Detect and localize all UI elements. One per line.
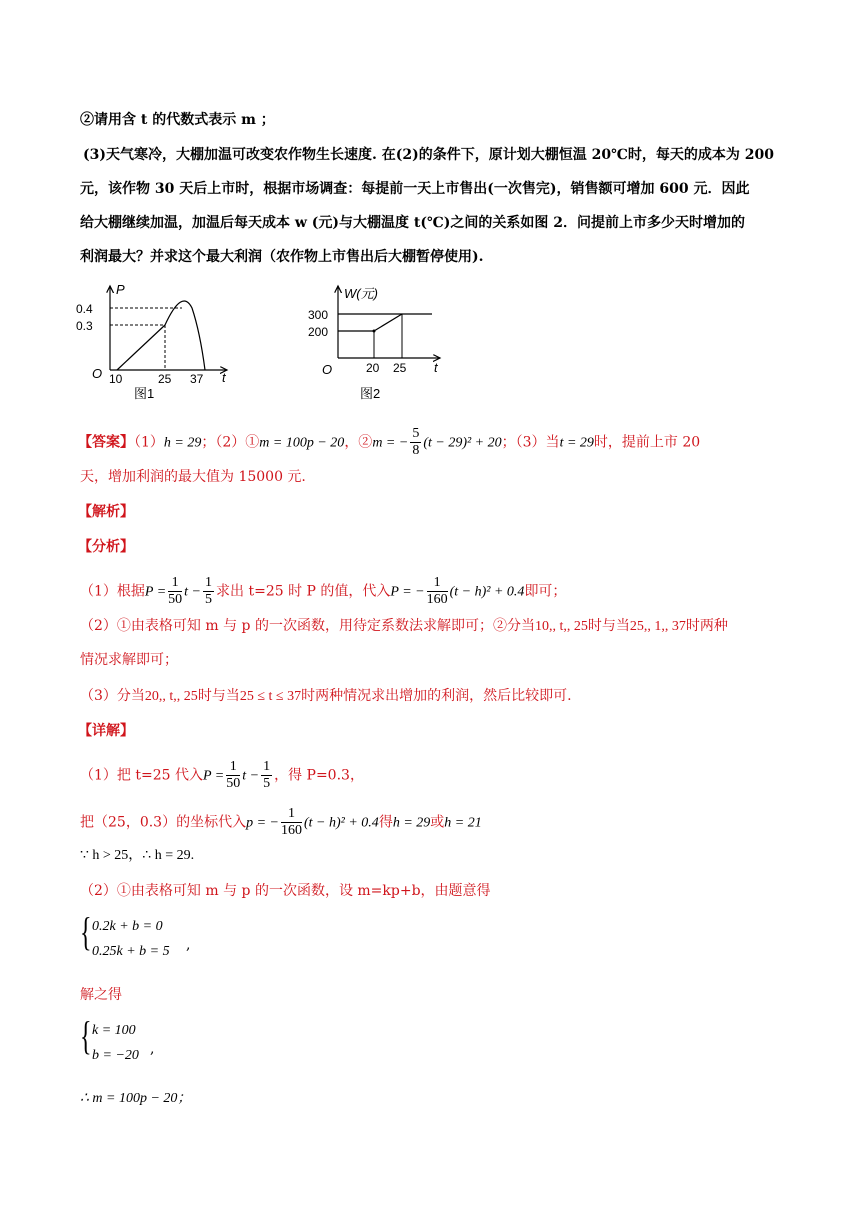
fig2-ylabel: W(元) <box>344 286 378 301</box>
question-3-line-4: 利润最大？并求这个最大利润（农作物上市售出后大棚暂停使用). <box>80 249 484 265</box>
fig2-ytick: 300 <box>308 308 329 322</box>
solve-label: 解之得 <box>80 987 122 1003</box>
fig1-xtick: 25 <box>158 372 172 386</box>
equation: b = −20 <box>92 1048 139 1063</box>
answer-line-2: 天，增加利润的最大值为 15000 元. <box>80 469 306 485</box>
equation: 0.2k + b = 0 <box>92 919 163 934</box>
answer-text: ；（3）当 <box>501 434 560 451</box>
fig2-xtick: 20 <box>366 361 380 375</box>
fraction: $\frac{5}{8}$ <box>412 426 420 458</box>
comma: , <box>150 1041 155 1057</box>
equation: 0.25k + b = 5 <box>92 944 170 959</box>
detail-4: （2）①由表格可知 m 与 p 的一次函数，设 m=kp+b，由题意得 <box>80 883 491 899</box>
fig1-xlabel: t <box>222 370 226 385</box>
answer-math: m = 100p − 20 <box>259 435 345 451</box>
question-3-line-2: 元，该作物 30 天后上市时，根据市场调查：每提前一天上市售出(一次售完)，销售额可增加 600 元．因此 <box>80 181 750 197</box>
fig1-xtick: 37 <box>190 372 204 386</box>
answer-math: (t − 29)² + 20 <box>423 435 502 451</box>
fig1-origin: O <box>92 366 103 381</box>
question-part-2: ②请用含 t 的代数式表示 m ； <box>80 112 275 128</box>
answer-text: ，② <box>344 434 373 451</box>
answer-math: h = 29 <box>163 435 202 451</box>
answer-text: ；（2）① <box>201 434 260 451</box>
fig1-caption: 图1 <box>134 386 155 401</box>
comma: , <box>186 937 191 953</box>
fig1-ylabel: P <box>116 282 125 297</box>
analysis-2-line-1: （2）①由表格可知 m 与 p 的一次函数，用待定系数法求解即可；②分当10,, t,, 25时与当25,, 1,, 37时两种 <box>80 618 728 634</box>
answer-math: t = 29 <box>559 435 594 451</box>
analysis-3: （3）分当20,, t,, 25时与当25 ≤ t ≤ 37时两种情况求出增加的利润，然后比较即可. <box>80 688 572 704</box>
question-3-line-1: (3)天气寒冷，大棚加温可改变农作物生长速度. 在(2)的条件下，原计划大棚恒温 20℃时，每天的成本为 200 <box>83 147 774 163</box>
fig2-origin: O <box>322 362 333 377</box>
analysis-2-line-2: 情况求解即可； <box>80 652 178 668</box>
fig1-xtick: 10 <box>109 372 123 386</box>
answer-text: （1） <box>134 434 164 451</box>
equation: k = 100 <box>92 1023 136 1038</box>
analysis-1: （1）根据P = $\frac{1}{50}$ t − $\frac{1}{5}$ 求出 t=25 时 P 的值，代入P = − $\frac{1}{160}$ (t − h)² + 0.4即可； <box>80 575 567 607</box>
figure-2 <box>298 282 448 407</box>
detail-2: 把（25，0.3）的坐标代入p = − $\frac{1}{160}$ (t − h)² + 0.4得h = 29或h = 21 <box>80 806 482 838</box>
fig2-ytick: 200 <box>308 325 329 339</box>
detail-3: ∵ h > 25，∴ h = 29. <box>80 848 195 863</box>
final-result: ∴ m = 100p − 20； <box>80 1091 192 1106</box>
answer-math: m = − <box>372 435 409 451</box>
answer-text: 时，提前上市 20 <box>593 434 701 451</box>
fig2-xlabel: t <box>434 360 438 375</box>
brace: { <box>80 1013 92 1058</box>
section-fenxi: 【分析】 <box>78 539 134 555</box>
answer-tag: 【答案】 <box>78 434 134 451</box>
fig2-xtick: 25 <box>393 361 407 375</box>
section-jiexi: 【解析】 <box>78 504 134 520</box>
answer-line-1 <box>78 426 700 459</box>
brace: { <box>80 909 92 954</box>
figure-1 <box>72 282 232 402</box>
detail-1: （1）把 t=25 代入P = $\frac{1}{50}$ t − $\frac{1}{5}$ ，得 P=0.3， <box>80 759 364 791</box>
question-3-line-3: 给大棚继续加温，加温后每天成本 w (元)与大棚温度 t(℃)之间的关系如图 2．问提前上市多少天时增加的 <box>80 215 746 231</box>
fig1-ytick: 0.4 <box>76 302 93 316</box>
fig2-caption: 图2 <box>360 386 381 401</box>
fig1-ytick: 0.3 <box>76 319 93 333</box>
section-xiangjie: 【详解】 <box>78 723 134 739</box>
